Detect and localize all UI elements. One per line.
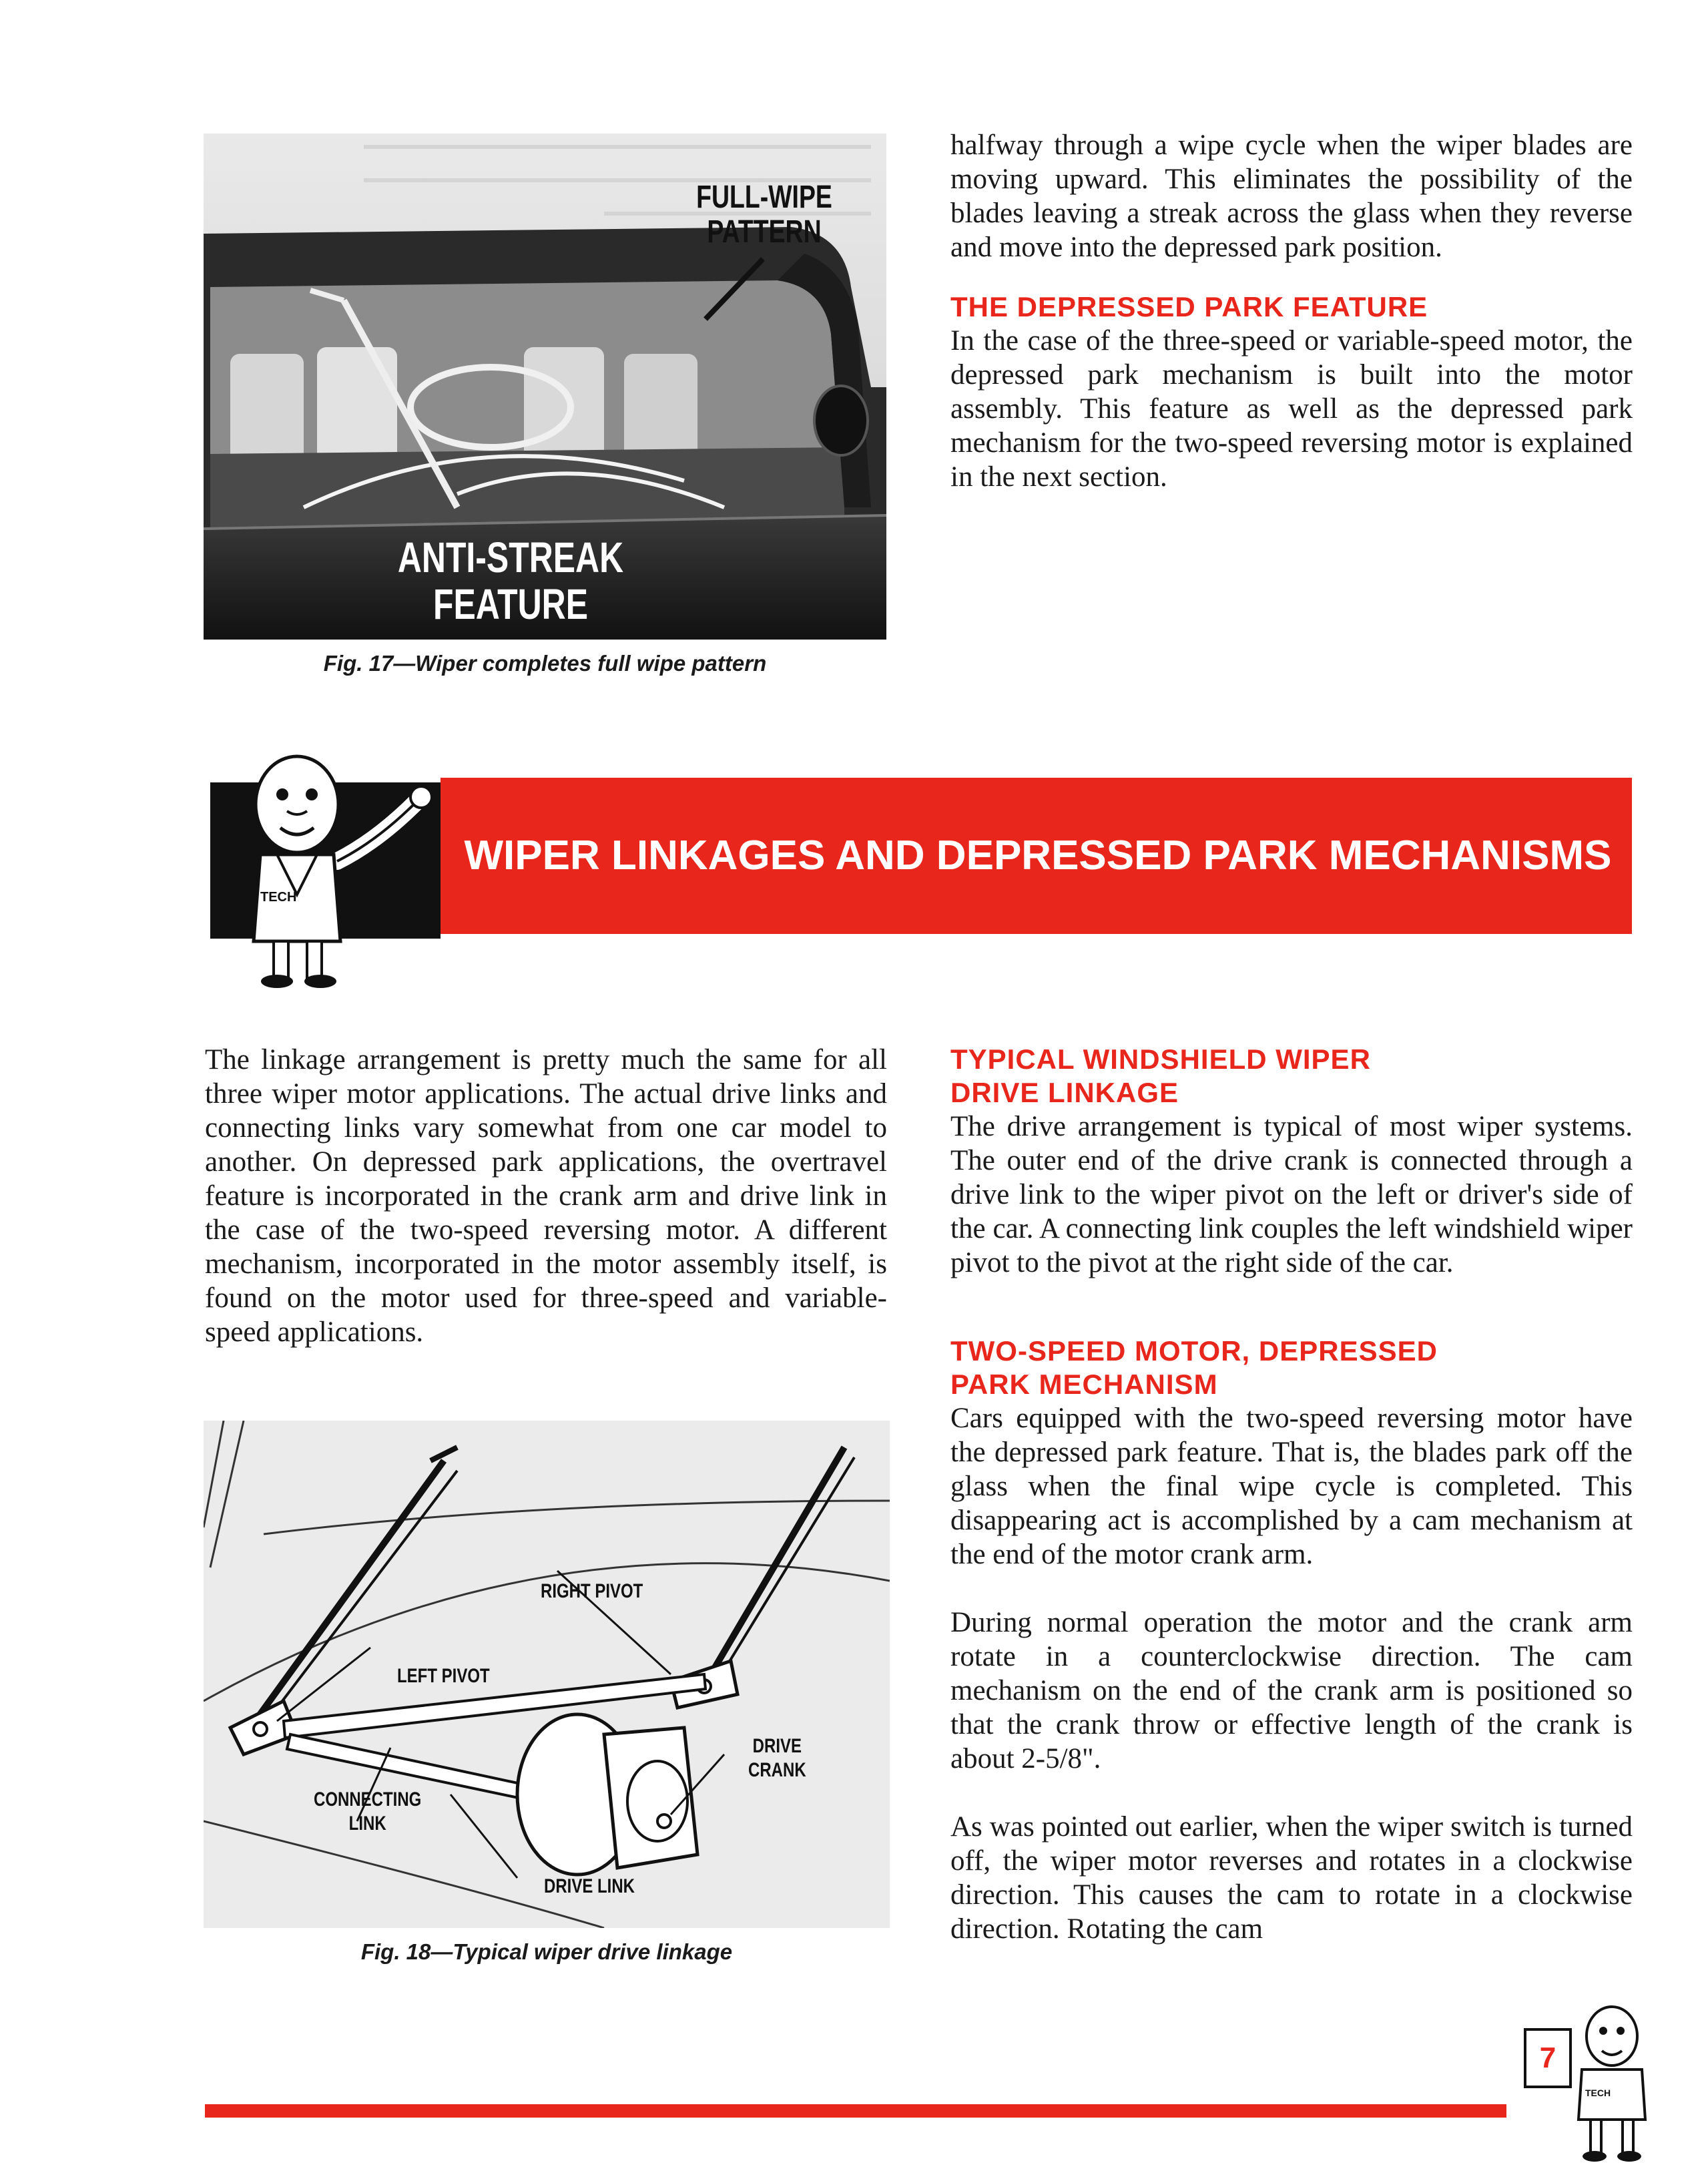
wiper-switch-paragraph: As was pointed out earlier, when the wiper switch is turned off, the wiper motor reverses and rotates in a clockwise direction. This causes the cam to rotate in a clockwise direction. Rotating the cam (950, 1811, 1633, 1945)
heading-two-speed-line2: PARK MECHANISM (950, 1369, 1218, 1400)
left-pivot-label: LEFT PIVOT (397, 1665, 490, 1687)
heading-two-speed-line1: TWO-SPEED MOTOR, DEPRESSED (950, 1335, 1438, 1367)
two-speed-paragraph: Cars equipped with the two-speed reversing motor have the depressed park feature. That is, the blades park off the glass when the final wipe cycle is completed. This disappearing act is accomplished by a cam mechanism at the end of the motor crank arm. (950, 1403, 1633, 1570)
linkage-diagram (204, 1421, 890, 1928)
page-number: 7 (1539, 2041, 1556, 2074)
intro-paragraph: halfway through a wipe cycle when the wiper blades are moving upward. This eliminates the possibility of the blades leaving a streak across the glass when they reverse and move into the depressed park position. (950, 130, 1633, 263)
heading-typical-windshield-wiper (950, 1043, 1633, 1110)
left-column (205, 1043, 887, 1349)
footer-mascot-badge: TECH (1585, 2088, 1611, 2098)
section-banner (210, 741, 1632, 995)
heading-two-speed-motor (950, 1335, 1633, 1401)
drive-crank-label-line2: CRANK (748, 1759, 806, 1781)
figure-18-caption: Fig. 18—Typical wiper drive linkage (360, 1939, 733, 1964)
full-wipe-label-line2: PATTERN (707, 214, 822, 250)
banner-title: WIPER LINKAGES AND DEPRESSED PARK MECHANISMS (464, 832, 1612, 879)
mascot-badge-text: TECH (260, 890, 297, 905)
drive-linkage-paragraph: The drive arrangement is typical of most wiper systems. The outer end of the drive crank is connected through a drive link to the wiper pivot on the left or driver's side of the car. A connecting link couples the left windshield wiper pivot to the pivot at the right side of the car. (950, 1111, 1633, 1278)
connecting-link-label (314, 1788, 421, 1836)
linkage-paragraph: The linkage arrangement is pretty much the same for all three wiper motor applications. The actual drive links and connecting links vary somewhat from one car model to another. On depressed park applications, the overtravel feature is incorporated in the crank arm and drive link in the case of the two-speed reversing motor. A different mechanism, incorporated in the motor assembly itself, is found on the motor used for three-speed and variable-speed applications. (205, 1044, 887, 1348)
heading-typical-line1: TYPICAL WINDSHIELD WIPER (950, 1043, 1371, 1075)
figure-17-caption: Fig. 17—Wiper completes full wipe pattern (323, 651, 767, 676)
section-heading-depressed-park: THE DEPRESSED PARK FEATURE (950, 291, 1428, 322)
connecting-link-label-line1: CONNECTING (314, 1788, 422, 1810)
footer-rule (205, 2104, 1506, 2118)
figure-17 (204, 134, 886, 640)
tech-mascot-icon (224, 741, 444, 995)
depressed-park-paragraph: In the case of the three-speed or variable-speed motor, the depressed park mechanism is built into the motor assembly. This feature as well as the depressed park mechanism for the two-speed reversing motor is explained in the next section. (950, 325, 1633, 493)
connecting-link-label-line2: LINK (348, 1812, 386, 1835)
footer-mascot-icon (1565, 2003, 1659, 2170)
anti-streak-label: ANTI-STREAK FEATURE (397, 533, 624, 628)
right-column (950, 1043, 1633, 1946)
full-wipe-label (691, 180, 837, 250)
drive-link-label: DRIVE LINK (544, 1875, 635, 1897)
heading-typical-line2: DRIVE LINKAGE (950, 1077, 1179, 1108)
drive-crank-label-line1: DRIVE (752, 1735, 802, 1757)
right-pivot-label: RIGHT PIVOT (541, 1580, 643, 1602)
figure-18 (204, 1421, 890, 1928)
top-right-column (950, 128, 1633, 494)
normal-operation-paragraph: During normal operation the motor and the crank arm rotate in a counterclockwise direction. The cam mechanism on the end of the crank arm is positioned so that the crank throw or effective length of the crank is about 2-5/8". (950, 1607, 1633, 1774)
drive-crank-label (748, 1734, 806, 1782)
full-wipe-label-line1: FULL-WIPE (696, 180, 832, 215)
